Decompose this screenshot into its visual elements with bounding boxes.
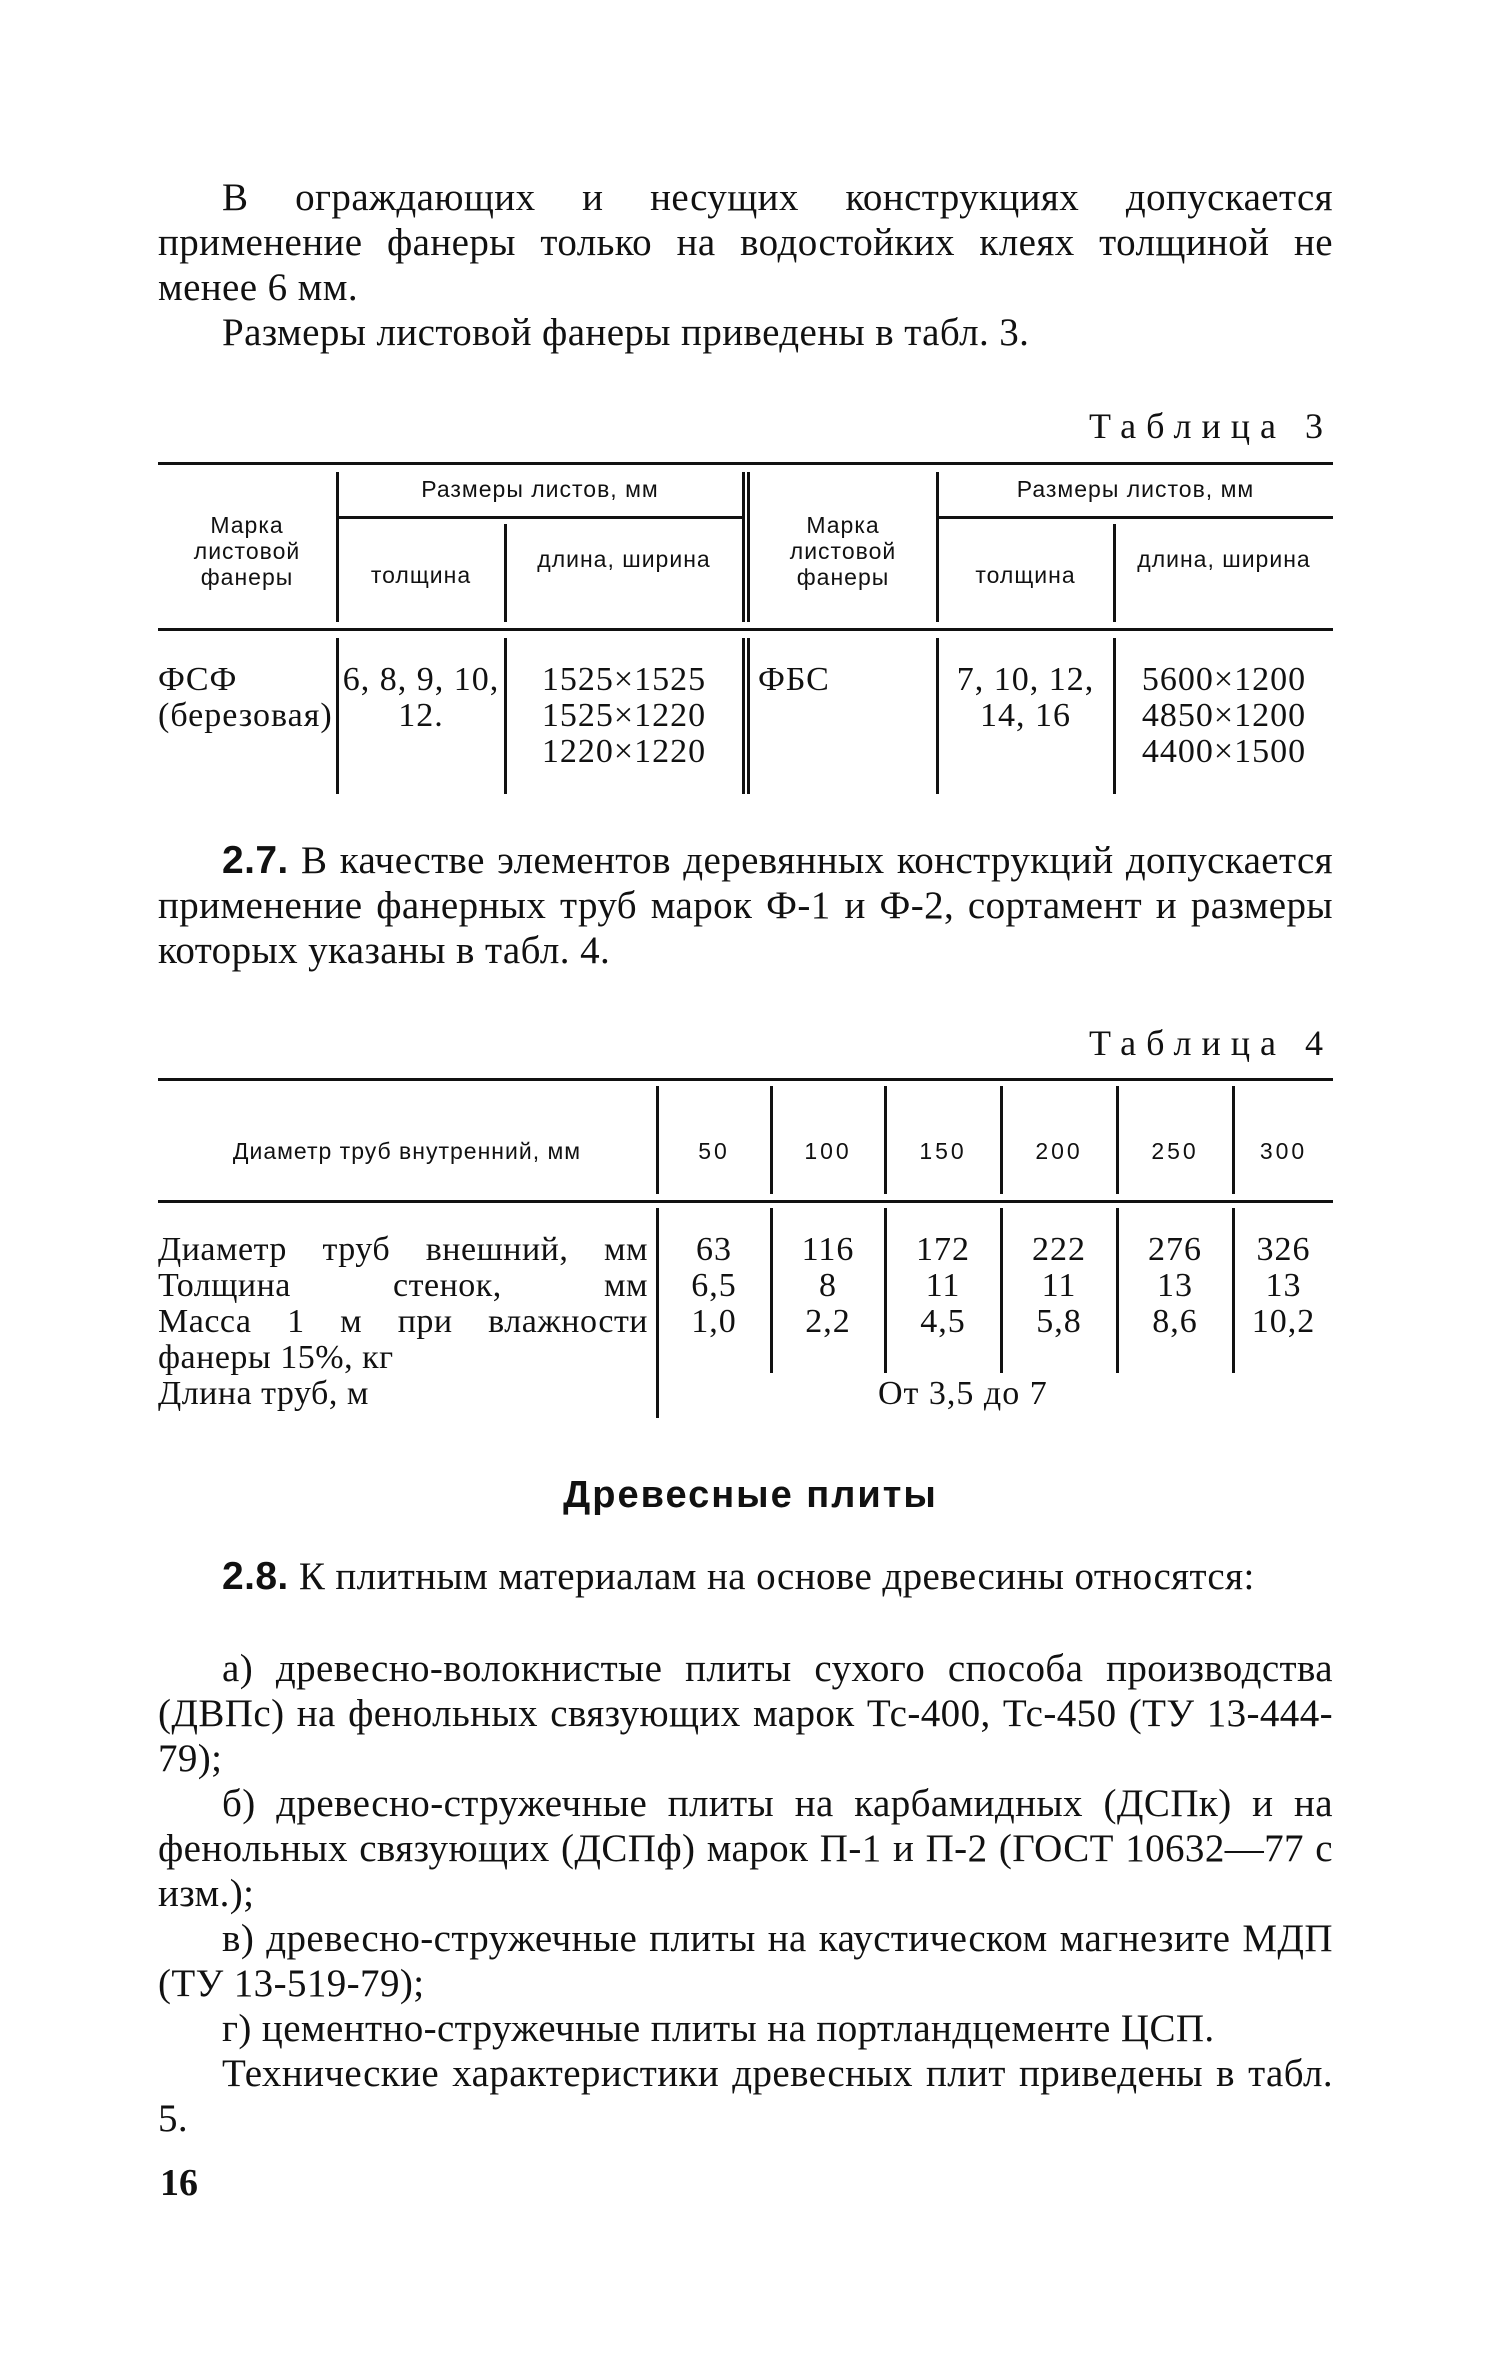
table-3-header-grade-2: Марка листовой фанеры (789, 512, 897, 590)
table-4-cell: 172 (916, 1231, 970, 1268)
table-3-caption: Таблица 3 (1089, 406, 1333, 446)
table-3-thickness-fbs: 7, 10, 12, 14, 16 (956, 661, 1095, 734)
table-3-size-fbs-2: 4850×1200 (1141, 697, 1307, 734)
section-heading: Древесные плиты (563, 1474, 938, 1516)
table-4-cell: 6,5 (691, 1267, 737, 1304)
paragraph-2-8-lead: К плитным материалам на основе древесины относятся: (298, 1555, 1255, 1598)
table-3 (158, 462, 1333, 802)
table-3-header-length-width-2: длина, ширина (1137, 546, 1311, 572)
table-4-row-length: Длина труб, м (158, 1375, 369, 1412)
table-4-cell: 326 (1256, 1231, 1311, 1268)
table-4-row-outer-diameter: Диаметр труб внешний, мм (158, 1231, 648, 1268)
table-4-cell: 116 (801, 1231, 855, 1268)
table-4-cell: 276 (1148, 1231, 1202, 1268)
table-4-cell: 13 (1157, 1267, 1193, 1304)
intro-paragraph-2: Размеры листовой фанеры приведены в табл. 3. (222, 311, 1030, 354)
table-4-cell: 10,2 (1251, 1303, 1316, 1340)
table-3-header-length-width: длина, ширина (537, 546, 711, 572)
table-3-size-fbs-3: 4400×1500 (1141, 733, 1307, 770)
table-4-header-150: 150 (919, 1138, 967, 1164)
table-3-header-sizes: Размеры листов, мм (421, 476, 659, 502)
table-4-length-value: От 3,5 до 7 (878, 1375, 1048, 1412)
table-4-cell: 13 (1265, 1267, 1302, 1304)
table-3-size-fbs-1: 5600×1200 (1141, 661, 1307, 698)
table-4-header-label: Диаметр труб внутренний, мм (232, 1138, 582, 1164)
table-4-cell: 11 (1041, 1267, 1077, 1304)
table-4-cell: 11 (925, 1267, 961, 1304)
table-3-thickness-fsf: 6, 8, 9, 10, 12. (342, 661, 500, 734)
table-4-cell: 2,2 (805, 1303, 851, 1340)
closing-paragraph: Технические характеристики древесных плит приведены в табл. 5. (158, 2052, 1333, 2140)
paragraph-2-8-number: 2.8. (222, 1555, 289, 1598)
table-4-cell: 8 (819, 1267, 837, 1304)
table-4-header-50: 50 (698, 1138, 730, 1164)
table-4-cell: 1,0 (691, 1303, 737, 1340)
list-item-d: г) цементно-стружечные плиты на портландцементе ЦСП. (222, 2007, 1215, 2050)
page-number: 16 (160, 2162, 198, 2204)
table-3-header-grade: Марка листовой фанеры (193, 512, 301, 590)
table-3-size-fsf-1: 1525×1525 (541, 661, 707, 698)
table-4-cell: 222 (1032, 1231, 1086, 1268)
table-3-size-fsf-2: 1525×1220 (541, 697, 707, 734)
list-item-b: б) древесно-стружечные плиты на карбамидных (ДСПк) и на фенольных связующих (ДСПф) марок П-1 и П-2 (ГОСТ 10632—77 с изм.); (158, 1782, 1333, 1915)
table-4-cell: 5,8 (1036, 1303, 1082, 1340)
table-3-header-thickness-2: толщина (975, 562, 1076, 588)
table-3-size-fsf-3: 1220×1220 (541, 733, 707, 770)
table-4-header-250: 250 (1151, 1138, 1199, 1164)
paragraph-2-7-number: 2.7. (222, 839, 289, 882)
paragraph-2-8 (158, 1554, 1333, 1599)
intro-paragraph-1: В ограждающих и несущих конструкциях допускается применение фанеры только на водостойких клеях толщиной не менее 6 мм. (158, 176, 1333, 309)
table-4-header-200: 200 (1035, 1138, 1083, 1164)
table-3-header-sizes-2: Размеры листов, мм (1016, 476, 1255, 502)
table-4-header-300: 300 (1259, 1138, 1308, 1164)
table-3-header-thickness: толщина (370, 562, 472, 588)
list-item-a: а) древесно-волокнистые плиты сухого способа производства (ДВПс) на фенольных связующих марок Тс-400, Тс-450 (ТУ 13-444-79); (158, 1647, 1333, 1780)
table-4-header-100: 100 (804, 1138, 852, 1164)
table-3-grade-fsf: ФСФ (березовая) (158, 661, 333, 734)
table-4-cell: 63 (696, 1231, 732, 1268)
table-3-grade-fbs: ФБС (758, 661, 830, 698)
paragraph-2-7-text: В качестве элементов деревянных конструкций допускается применение фанерных труб марок Ф-1 и Ф-2, сортамент и размеры которых указаны в табл. 4. (158, 839, 1333, 972)
table-4-caption: Таблица 4 (1089, 1023, 1333, 1063)
list-item-c: в) древесно-стружечные плиты на каустическом магнезите МДП (ТУ 13-519-79); (158, 1917, 1333, 2005)
table-4-cell: 4,5 (920, 1303, 966, 1340)
table-4-row-wall-thickness: Толщина стенок, мм (158, 1267, 648, 1304)
paragraph-2-7 (158, 838, 1333, 973)
table-4-cell: 8,6 (1152, 1303, 1198, 1340)
table-4-row-mass: Масса 1 м при влажности фанеры 15%, кг (158, 1303, 648, 1376)
table-4 (158, 1078, 1333, 1428)
